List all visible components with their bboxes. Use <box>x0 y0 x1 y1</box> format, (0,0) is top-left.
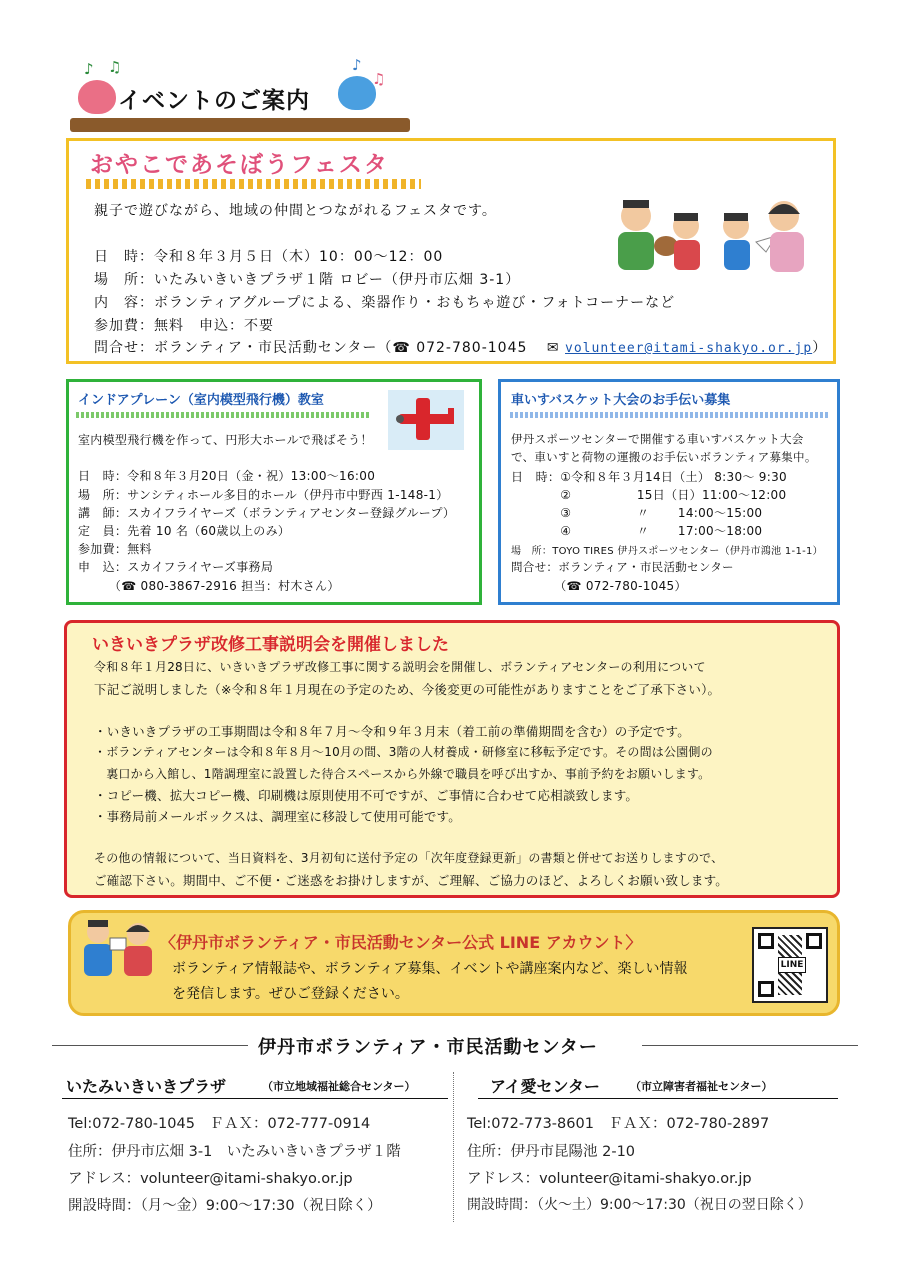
family-illustration <box>606 196 812 278</box>
dotted-divider <box>76 412 371 418</box>
notice-line: ・ボランティアセンターは令和８年８月～10月の間、3階の人材養成・研修室に移転予定です。その間は公園側の <box>94 745 713 759</box>
music-note-icon: ♪ <box>352 56 362 74</box>
email-left[interactable]: アドレス：volunteer@itami-shakyo.or.jp <box>68 1171 353 1187</box>
org-name-left: いたみいきいきプラザ <box>66 1077 227 1096</box>
plane-title: インドアプレーン（室内模型飛行機）教室 <box>78 393 324 408</box>
basket-line: ③ 〃 14:00～15:00 <box>511 506 763 520</box>
festa-place: 場 所：いたみいきいきプラザ１階 ロビー（伊丹市広畑 3-1） <box>94 272 521 288</box>
bird-right-icon <box>338 76 376 110</box>
org-sub-right: （市立障害者福祉センター） <box>630 1080 773 1093</box>
underline <box>62 1098 448 1099</box>
email-right[interactable]: アドレス：volunteer@itami-shakyo.or.jp <box>467 1171 752 1187</box>
address-left: 住所：伊丹市広畑 3-1 いたみいきいきプラザ１階 <box>68 1144 401 1160</box>
basket-line: で、車いすと荷物の運搬のお手伝いボランティア募集中。 <box>511 450 817 464</box>
airplane-icon <box>388 390 464 450</box>
festa-title: おやこであそぼうフェスタ <box>90 152 389 178</box>
music-note-icon: ♫ <box>108 58 122 76</box>
basket-line: 伊丹スポーツセンターで開催する車いすバスケット大会 <box>511 432 804 446</box>
festa-fee: 参加費：無料 申込：不要 <box>94 318 274 334</box>
basket-line: ② 15日（日）11:00～12:00 <box>511 488 787 502</box>
festa-contact-text: 問合せ：ボランティア・市民活動センター（☎ 072-780-1045 <box>94 340 528 356</box>
festa-intro: 親子で遊びながら、地域の仲間とつながれるフェスタです。 <box>94 203 497 219</box>
divider <box>642 1045 858 1046</box>
org-name-right: アイ愛センター <box>490 1077 600 1096</box>
basket-line: 問合せ：ボランティア・市民活動センター <box>511 560 734 574</box>
bird-left-icon <box>78 80 116 114</box>
footer-title: 伊丹市ボランティア・市民活動センター <box>258 1037 598 1058</box>
line-title: 〈伊丹市ボランティア・市民活動センター公式 LINE アカウント〉 <box>160 933 642 952</box>
hours-left: 開設時間：（月～金）9:00～17:30（祝日除く） <box>68 1198 382 1214</box>
plane-line: 日 時：令和８年３月20日（金・祝）13:00～16:00 <box>78 469 376 483</box>
basket-line: ④ 〃 17:00～18:00 <box>511 524 763 538</box>
basket-line: 場 所：TOYO TIRES 伊丹スポーツセンター（伊丹市鴻池 1-1-1） <box>511 546 823 557</box>
section-title: イベントのご案内 <box>118 88 310 114</box>
org-sub-left: （市立地域福祉総合センター） <box>262 1080 416 1093</box>
bunting-decoration <box>86 179 421 189</box>
notice-line: その他の情報について、当日資料を、3月初旬に送付予定の「次年度登録更新」の書類と併せてお送りしますので、 <box>94 851 724 865</box>
festa-contact-suffix: ） <box>812 340 828 356</box>
plane-line: 参加費：無料 <box>78 542 152 556</box>
plane-line: 講 師：スカイフライヤーズ（ボランティアセンター登録グループ） <box>78 506 456 520</box>
music-note-icon: ♪ <box>84 60 94 78</box>
festa-contact <box>94 337 827 357</box>
tel-fax-right: Tel:072-773-8601 ＦＡＸ：072-780-2897 <box>467 1116 770 1132</box>
qr-line-label: LINE <box>778 957 806 973</box>
dotted-divider <box>510 412 830 418</box>
notice-line: 令和８年１月28日に、いきいきプラザ改修工事に関する説明会を開催し、ボランティアセンターの利用について <box>94 660 706 674</box>
hours-right: 開設時間：（火～土）9:00～17:30（祝日の翌日除く） <box>467 1197 812 1213</box>
plane-intro: 室内模型飛行機を作って、円形大ホールで飛ばそう！ <box>78 433 373 447</box>
divider <box>52 1045 248 1046</box>
people-with-phones-icon <box>80 918 156 980</box>
plane-line: 申 込：スカイフライヤーズ事務局 <box>78 560 274 574</box>
plane-line: 場 所：サンシティホール多目的ホール（伊丹市中野西 1-148-1） <box>78 488 449 502</box>
banner-plank <box>70 118 410 132</box>
tel-fax-left: Tel:072-780-1045 ＦＡＸ：072-777-0914 <box>68 1116 371 1132</box>
line-desc: を発信します。ぜひご登録ください。 <box>172 986 409 1002</box>
plane-line: （☎ 080-3867-2916 担当：村木さん） <box>78 579 340 593</box>
basket-title: 車いすバスケット大会のお手伝い募集 <box>511 393 731 408</box>
line-qr-code[interactable] <box>752 927 828 1003</box>
festa-date: 日 時：令和８年３月５日（木）10：00～12：00 <box>94 249 444 265</box>
column-separator <box>453 1072 454 1222</box>
plane-line: 定 員：先着 10 名（60歳以上のみ） <box>78 524 291 538</box>
festa-email-link[interactable]: volunteer@itami-shakyo.or.jp <box>565 341 813 356</box>
line-desc: ボランティア情報誌や、ボランティア募集、イベントや講座案内など、楽しい情報 <box>172 961 688 977</box>
notice-line: ・コピー機、拡大コピー機、印刷機は原則使用不可ですが、ご事情に合わせて応相談致します。 <box>94 788 639 803</box>
notice-title: いきいきプラザ改修工事説明会を開催しました <box>92 635 449 655</box>
music-note-icon: ♫ <box>372 70 386 88</box>
notice-line: ・事務局前メールボックスは、調理室に移設して使用可能です。 <box>94 809 461 824</box>
mail-icon: ✉ <box>546 340 560 356</box>
festa-content: 内 容：ボランティアグループによる、楽器作り・おもちゃ遊び・フォトコーナーなど <box>94 295 676 311</box>
basket-line: 日 時：①令和８年３月14日（土） 8:30～ 9:30 <box>511 470 787 484</box>
notice-line: ・いきいきプラザの工事期間は令和８年７月～令和９年３月末（着工前の準備期間を含む）の予定です。 <box>94 724 690 739</box>
notice-line: ご確認下さい。期間中、ご不便・ご迷惑をお掛けしますが、ご理解、ご協力のほど、よろしくお願い致します。 <box>94 873 729 888</box>
address-right: 住所：伊丹市昆陽池 2-10 <box>467 1144 636 1160</box>
basket-line: （☎ 072-780-1045） <box>511 579 687 593</box>
underline <box>478 1098 838 1099</box>
notice-line: 裏口から入館し、1階調理室に設置した待合スペースから外線で職員を呼び出すか、事前予約をお願いします。 <box>94 767 711 781</box>
notice-line: 下記ご説明しました（※令和８年１月現在の予定のため、今後変更の可能性がありますことをご了承下さい）。 <box>94 682 721 697</box>
